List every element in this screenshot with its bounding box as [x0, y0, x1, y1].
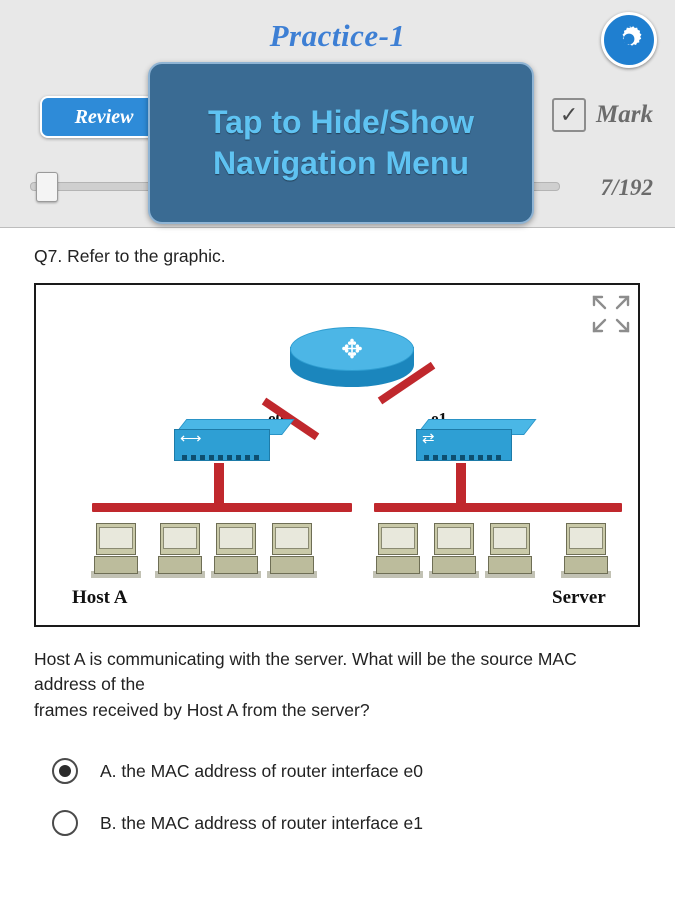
switch-left-arrows-glyph: ⟷ [180, 430, 203, 447]
review-button-label: Review [74, 105, 134, 128]
page-title: Practice-1 [269, 18, 406, 53]
host-pc [214, 523, 258, 579]
question-body [0, 228, 675, 849]
radio-button-b[interactable] [52, 810, 78, 836]
host-pc [94, 523, 138, 579]
network-diagram-figure[interactable] [34, 283, 640, 627]
host-pc [376, 523, 420, 579]
question-stem-line-1: Host A is communicating with the server. What will be the source MAC address of the [34, 649, 577, 695]
router-arrows-glyph: ✥ [341, 334, 363, 364]
app-header [0, 0, 675, 228]
host-pc [158, 523, 202, 579]
answer-option-a[interactable] [34, 745, 641, 797]
host-pc [270, 523, 314, 579]
question-stem [34, 647, 641, 723]
slider-thumb[interactable] [36, 172, 58, 202]
mark-control[interactable] [552, 98, 653, 132]
question-progress-count: 7/192 [600, 175, 653, 200]
answer-option-b-label: B. the MAC address of router interface e1 [100, 812, 423, 833]
radio-button-a[interactable] [52, 758, 78, 784]
host-pc [432, 523, 476, 579]
host-pc [488, 523, 532, 579]
switch-left-icon [174, 419, 282, 465]
tooltip-text [208, 102, 474, 184]
mark-label: Mark [596, 101, 653, 128]
bus-right [374, 503, 622, 512]
settings-button[interactable] [601, 12, 657, 68]
figure-label-server: Server [552, 587, 606, 608]
tooltip-line-1: Tap to Hide/Show [207, 104, 475, 141]
server-pc [564, 523, 608, 579]
switch-right-arrows-glyph: ⇄ [422, 430, 436, 447]
drop-left-switch [214, 463, 224, 505]
question-reference: Q7. Refer to the graphic. [34, 246, 226, 266]
switch-right-icon [416, 419, 524, 465]
answer-option-a-label: A. the MAC address of router interface e0 [100, 760, 423, 781]
tooltip-line-2: Navigation Menu [212, 145, 469, 181]
bus-left [92, 503, 352, 512]
navigation-hint-tooltip[interactable] [148, 62, 534, 224]
check-icon: ✓ [559, 102, 579, 127]
question-stem-line-2: frames received by Host A from the server? [34, 699, 370, 720]
gear-icon [612, 23, 646, 57]
mark-checkbox[interactable] [552, 98, 586, 132]
figure-label-host-a: Host A [72, 587, 128, 608]
expand-arrows-icon[interactable] [588, 291, 634, 337]
answer-option-b[interactable] [34, 797, 641, 849]
answer-options [34, 745, 641, 849]
drop-right-switch [456, 463, 466, 505]
